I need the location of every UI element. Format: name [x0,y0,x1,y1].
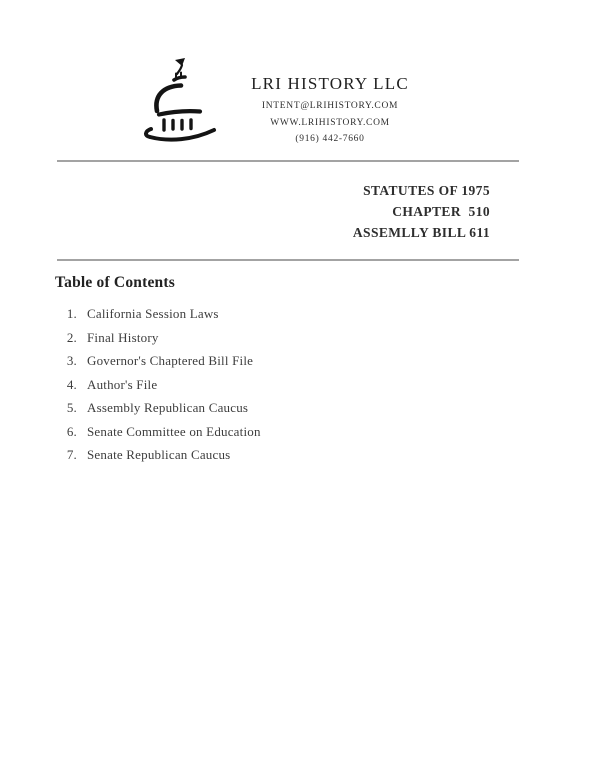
statutes-line: STATUTES OF 1975 [363,183,490,198]
divider-top [57,160,519,162]
toc-item-number: 5. [66,400,77,415]
toc-item-number: 1. [66,306,77,321]
toc-item-label: Final History [87,329,159,345]
toc-item-label: Senate Committee on Education [87,423,261,439]
chapter-line: CHAPTER 510 [392,204,490,219]
logo-dome [156,86,181,112]
toc-item-number: 7. [66,447,77,462]
statute-reference [0,180,490,243]
logo-base [146,129,214,140]
toc-item-label: Author's File [87,376,158,392]
toc-item [0,353,520,377]
toc-item [0,400,520,424]
toc-item-number: 4. [66,376,77,392]
letterhead [215,74,445,151]
divider-bottom [57,259,519,261]
company-email: INTENT@LRIHISTORY.COM [261,101,399,111]
company-website: WWW.LRIHISTORY.COM [270,117,390,128]
toc-item-label: California Session Laws [87,306,219,321]
bill-line: ASSEMLLY BILL 611 [352,225,490,240]
toc-item-label: Assembly Republican Caucus [87,400,249,415]
logo-entablature [159,111,200,114]
toc-item-number: 6. [66,423,77,439]
toc-item [0,377,520,401]
toc-item [0,306,520,330]
toc-item [0,330,520,354]
toc-item-number: 3. [66,353,77,368]
toc-list [0,306,520,471]
toc-item-number: 2. [66,329,77,345]
logo-flag [175,58,185,66]
company-phone: (916) 442-7660 [295,134,365,144]
toc-item [0,447,520,471]
toc-item-label: Governor's Chaptered Bill File [87,353,254,368]
capitol-dome-logo-icon [141,57,221,145]
toc-item [0,424,520,448]
company-name: LRI HISTORY LLC [251,74,409,93]
toc-item-label: Senate Republican Caucus [87,447,231,462]
toc-title: Table of Contents [55,274,175,291]
